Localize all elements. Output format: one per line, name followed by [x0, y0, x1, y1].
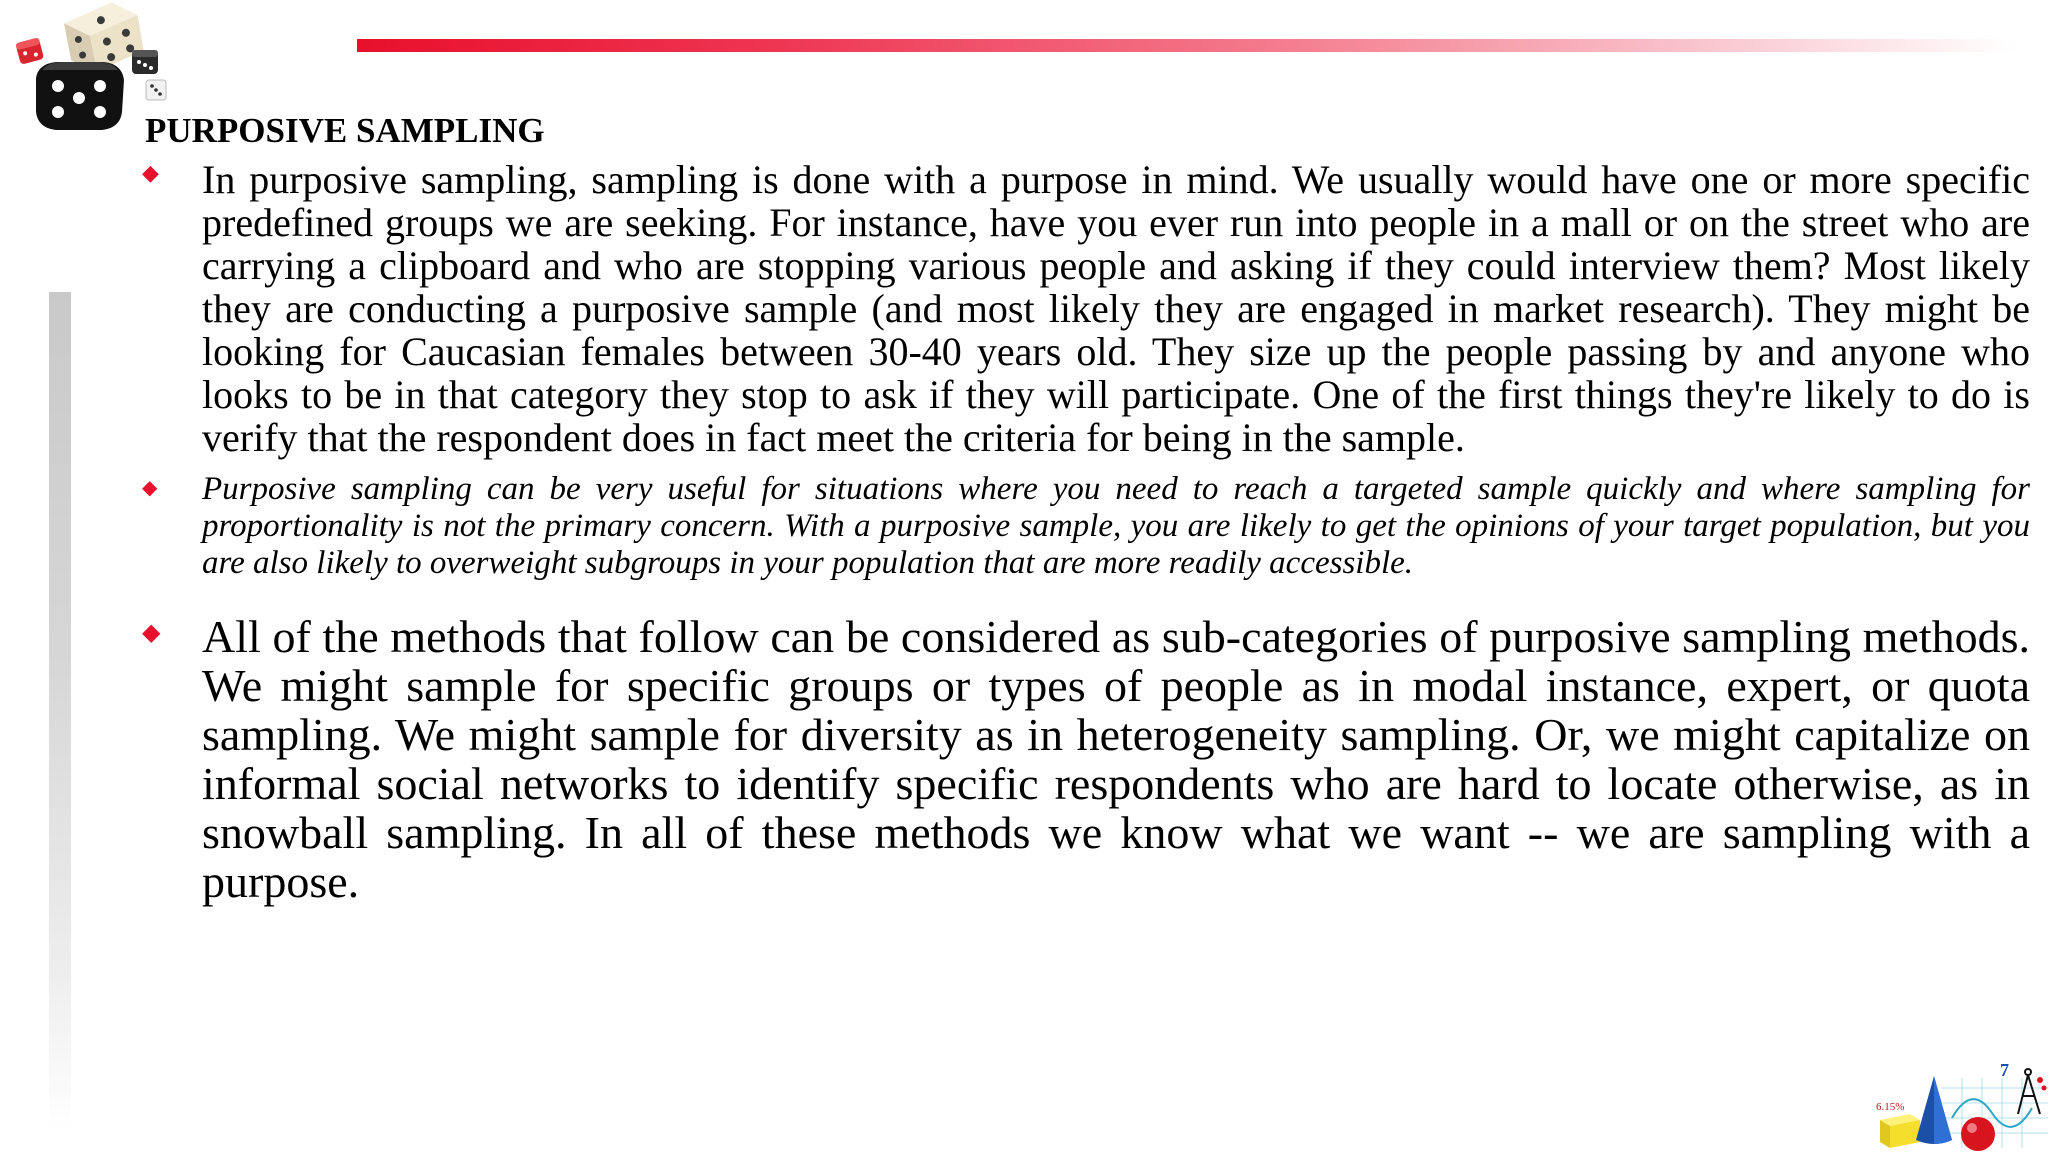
- left-side-bar: [49, 292, 71, 1132]
- diamond-bullet-icon: ◆: [142, 475, 158, 499]
- corner-superscript: 7: [2000, 1060, 2009, 1080]
- bullet-text: In purposive sampling, sampling is done with a purpose in mind. We usually would have one or more specific predefined groups we are seeking. For instance, have you ever run into people in a mall or on the street who are carrying a clipboard and who are stopping various people and asking if they could interview them? Most likely they are conducting a purposive sample (and most likely they are engaged in market research). They might be looking for Caucasian females between 30-40 years old. They size up the people passing by and anyone who looks to be in that category they stop to ask if they will participate. One of the first things they're likely to do is verify that the respondent does in fact meet the criteria for being in the sample.: [202, 157, 2030, 460]
- diamond-bullet-icon: ◆: [142, 618, 161, 646]
- math-shapes-icon: [1872, 1058, 2048, 1152]
- bullet-item: [140, 612, 2030, 906]
- bullet-list: [140, 158, 2030, 906]
- top-accent-bar: [357, 39, 2017, 52]
- corner-number: 6.15%: [1876, 1101, 1905, 1113]
- bullet-text: Purposive sampling can be very useful for situations where you need to reach a targeted sample quickly and where sampling for proportionality is not the primary concern. With a purposive sample, you are likely to get the opinions of your target population, but you are also likely to overweight subgroups in your population that are more readily accessible.: [202, 471, 2030, 581]
- bullet-item: [140, 158, 2030, 459]
- diamond-bullet-icon: ◆: [142, 161, 159, 186]
- slide-title: PURPOSIVE SAMPLING: [145, 111, 545, 150]
- bullet-item: [140, 471, 2030, 582]
- bullet-text: All of the methods that follow can be considered as sub-categories of purposive sampling methods. We might sample for specific groups or types of people as in modal instance, expert, or quota sampling. We might sample for diversity as in heterogeneity sampling. Or, we might capitalize on informal social networks to identify specific respondents who are hard to locate otherwise, as in snowball sampling. In all of these methods we know what we want -- we are sampling with a purpose.: [202, 611, 2030, 907]
